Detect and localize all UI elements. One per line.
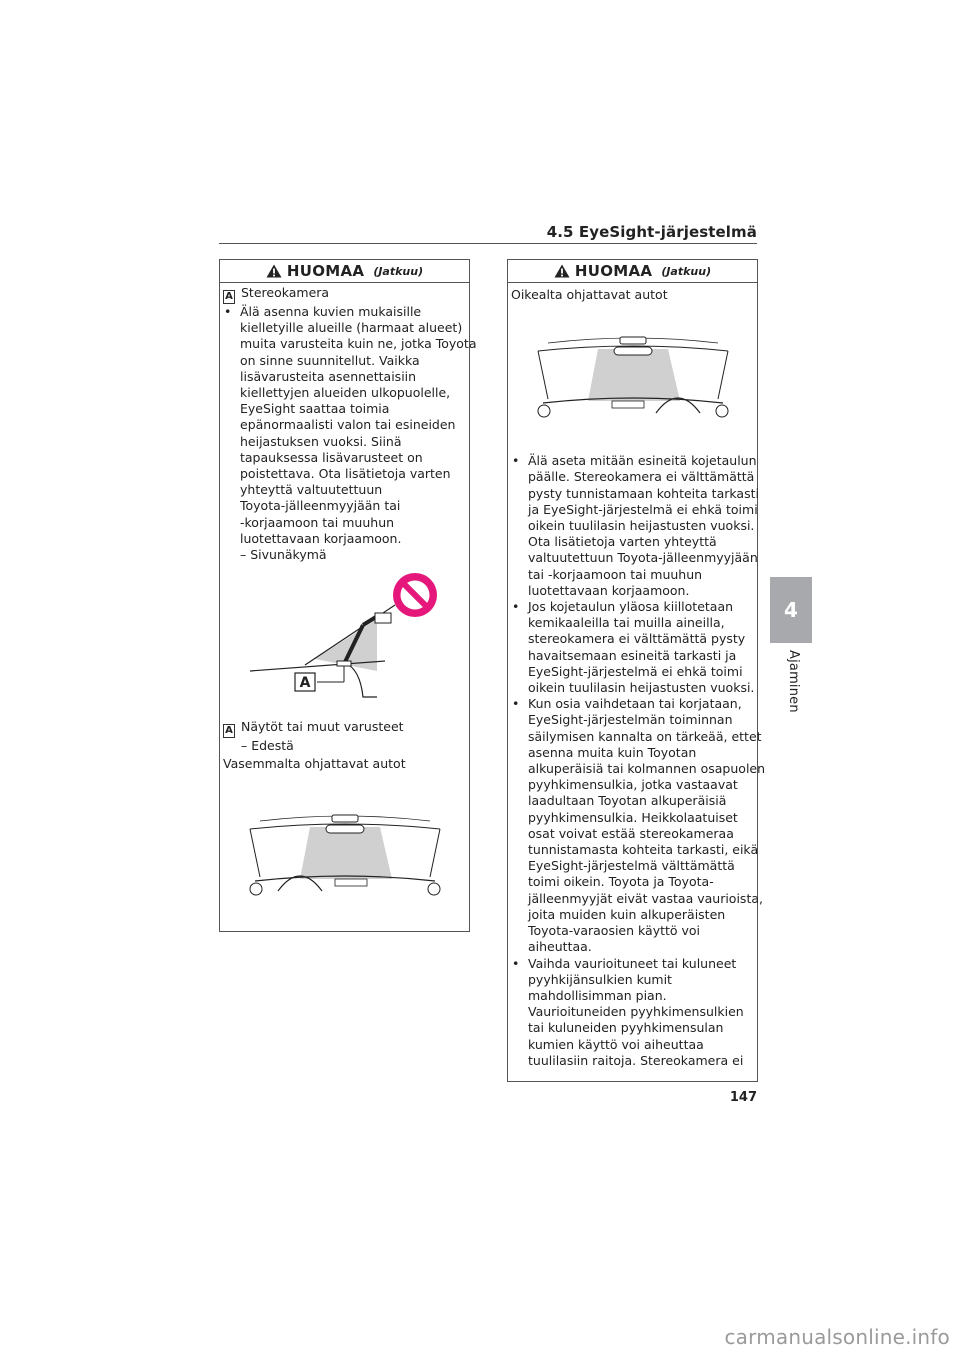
chapter-number: 4 [784,598,798,622]
watermark: carmanualsonline.info [724,1325,950,1349]
text-line: asenna muita kuin Toyotan [528,744,697,760]
diagram-label: A [299,675,310,692]
intro-line [223,285,466,304]
text-line: tai -korjaamoon tai muuhun [528,566,703,582]
bullet-text [528,696,765,955]
caution-heading: HUOMAA [286,262,365,280]
text-line: EyeSight-järjestelmä välttämättä [528,858,735,874]
text-line: pyyhkimensulkia. Heikkolaatuiset [528,809,738,825]
lhd-front-view-illustration [240,799,450,899]
a-pillar-left [250,829,260,877]
caption-line [223,719,466,738]
text-line: luotettavaan korjaamoon. [528,582,690,598]
text-line: stereokamera ei välttämättä pysty [528,631,746,647]
text-line: valtuutettuun Toyota-jälleenmyyjään [528,550,758,566]
caution-content [508,283,766,1069]
page-number: 147 [729,1090,757,1105]
text-line: Älä asenna kuvien mukaisille [240,304,422,319]
text-line: poistettava. Ota lisätietoja varten [240,466,451,482]
text-line: -korjaamoon tai muuhun [240,514,395,530]
text-line: joita muiden kuin alkuperäisten [528,906,726,922]
camera-unit [375,613,391,623]
text-line: EyeSight-järjestelmän toiminnan [528,712,733,728]
continued-label: (Jatkuu) [373,264,424,278]
text-line: on sinne suunnitellut. Vaikka [240,352,420,368]
text-line: Kun osia vaihdetaan tai korjataan, [528,696,742,712]
bullet-symbol: • [512,696,520,712]
side-vent-left [250,883,262,895]
text-line: kemikaaleilla tai muilla aineilla, [528,615,725,631]
text-line: tapauksessa lisävarusteet on [240,449,423,465]
side-vent-left [538,405,550,417]
bullet-symbol: • [224,304,232,319]
bullet-text [528,599,754,696]
text-line: alkuperäisiä tai kolmannen osapuolen [528,761,766,777]
rhd-front-view-illustration [528,321,738,421]
caution-heading: HUOMAA [574,262,653,280]
text-line: oikein tuulilasin heijastusten vuoksi. [528,680,755,696]
text-line: mahdollisimman pian. [528,987,667,1003]
text-line: laadultaan Toyotan alkuperäisiä [528,793,727,809]
a-pillar-right [430,829,440,877]
text-line: lisävarusteita asennettaisiin [240,368,417,384]
text-line: Ota lisätietoja varten yhteyttä [528,534,717,550]
side-vent-right [716,405,728,417]
text-line: jälleenmyyjät eivät vastaa vaurioista, [528,890,763,906]
bullet-item [511,599,754,696]
prohibited-zone [300,827,392,879]
center-vent [612,401,644,408]
caution-box-right [507,259,766,1082]
chapter-label: Ajaminen [786,650,801,713]
bullet-text [528,956,744,1069]
bullet-item [511,956,754,1069]
text-line: pysty tunnistamaan kohteita tarkasti [528,485,759,501]
text-line: tuulilasiin raitoja. Stereokamera ei [528,1052,744,1068]
a-pillar-right [718,351,728,399]
prohibited-icon [393,573,437,617]
text-line: tai kuluneiden pyyhkimensulan [528,1020,724,1036]
lhd-label: Vasemmalta ohjattavat autot [223,756,406,772]
text-line: kumien käyttö voi aiheuttaa [528,1036,704,1052]
text-line: epänormaalisti valon tai esineiden [240,417,456,433]
bullet-item [511,453,759,599]
bullet-symbol: • [512,599,520,615]
text-line: Älä aseta mitään esineitä kojetaulun [528,453,757,469]
mirror [326,825,364,833]
bullet-item [223,304,477,563]
label-a-box: A [223,724,235,738]
caption-text: Näytöt tai muut varusteet [241,719,404,735]
text-line: muita varusteita kuin ne, jotka Toyota [240,336,477,352]
intro-text: Stereokamera [241,285,330,300]
bullet-item [511,696,766,955]
bullet-list [511,453,766,1069]
warning-triangle-icon [554,264,570,278]
text-line: kiellettyjen alueiden ulkopuolelle, [240,385,451,401]
text-line: toimi oikein. Toyota ja Toyota- [528,874,714,890]
text-line: Jos kojetaulun yläosa kiillotetaan [528,599,734,615]
section-title: 4.5 EyeSight-järjestelmä [546,223,757,241]
text-line: päälle. Stereokamera ei välttämättä [528,469,755,485]
text-line: kielletyille alueille (harmaat alueet) [240,320,463,336]
warning-triangle-icon [266,264,282,278]
text-line: Vaurioituneiden pyyhkimensulkien [528,1004,744,1020]
camera-unit [620,337,646,344]
chapter-tab[interactable] [770,577,812,643]
text-line: Vaihda vaurioituneet tai kuluneet [528,955,737,971]
caution-header [220,260,469,283]
label-a-box: A [223,290,235,304]
text-line: oikein tuulilasin heijastusten vuoksi. [528,518,755,534]
bullet-text [528,453,759,599]
bullet-symbol: • [512,955,520,971]
text-line: ja EyeSight-järjestelmä ei ehkä toimi [528,501,758,517]
side-view-illustration [245,567,445,715]
text-line: pyyhkijänsulkien kumit [528,971,672,987]
caution-box-left [219,259,477,932]
center-vent [335,879,367,886]
caution-content [220,283,477,899]
text-line: yhteyttä valtuutettuun [240,482,383,498]
header-rule [219,243,757,244]
side-vent-right [428,883,440,895]
text-line: säilymisen kannalta on tärkeää, ettet [528,728,762,744]
bullet-text [240,304,476,563]
mount-base [337,661,351,666]
text-line: EyeSight-järjestelmä ei ehkä toimi [528,663,743,679]
text-line: Toyota-varaosien käyttö voi [528,923,701,939]
camera-unit [332,815,358,822]
text-line: pyyhkimensulkia, jotka vastaavat [528,777,738,793]
text-line: EyeSight saattaa toimia [240,401,390,417]
mirror [614,347,652,355]
text-line: osat voivat estää stereokameraa [528,825,734,841]
prohibited-zone [588,349,680,401]
text-line: Toyota-jälleenmyyjään tai [240,498,401,514]
continued-label: (Jatkuu) [661,264,712,278]
text-line: heijastuksen vuoksi. Siinä [240,433,402,449]
text-line: aiheuttaa. [528,939,592,955]
side-view-label: – Sivunäkymä [240,547,327,563]
text-line: luotettavaan korjaamoon. [240,530,402,546]
bullet-symbol: • [512,453,520,469]
rhd-label: Oikealta ohjattavat autot [511,287,668,302]
front-view-label: – Edestä [241,738,294,754]
text-line: tunnistamasta kohteita tarkasti, eikä [528,842,759,858]
caution-header [508,260,757,283]
a-pillar-left [538,351,548,399]
text-line: havaitsemaan esineitä tarkasti ja [528,647,737,663]
